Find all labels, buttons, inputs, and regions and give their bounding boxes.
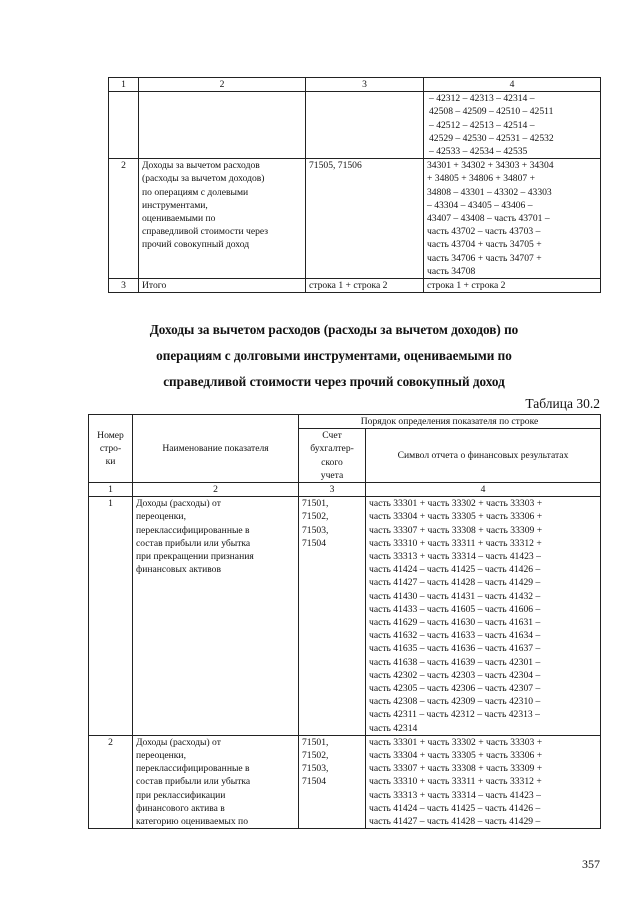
row-number-cell: 2 (109, 159, 139, 279)
symbol-line: часть 33310 + часть 33311 + часть 33312 + (369, 537, 542, 549)
col-number-4: 4 (424, 78, 601, 92)
symbol-line: часть 33313 + часть 33314 – часть 41423 – (369, 551, 541, 563)
column-number-row (109, 78, 601, 92)
symbol-line: – 42312 – 42313 – 42314 – (429, 93, 535, 105)
symbol-line: часть 34706 + часть 34707 + (427, 252, 542, 264)
symbol-line: 42508 – 42509 – 42510 – 42511 (429, 106, 554, 118)
symbol-cell (366, 497, 601, 736)
indicator-line: при прекращении признания (136, 551, 254, 563)
symbol-line: часть 33313 + часть 33314 – часть 41423 – (369, 789, 541, 801)
indicator-cell (133, 735, 299, 828)
header-line: учета (320, 469, 344, 481)
symbol-cell: строка 1 + строка 2 (424, 279, 601, 293)
col-number-3: 3 (299, 483, 366, 497)
column-number-row (89, 483, 601, 497)
table-number: Таблица 30.2 (525, 396, 600, 411)
symbol-line: часть 41430 – часть 41431 – часть 41432 – (369, 590, 541, 602)
section-heading-line-3: справедливой стоимости через прочий совокупный доход (163, 374, 505, 389)
symbol-line: часть 33307 + часть 33308 + часть 33309 + (369, 524, 543, 536)
account-line: 71502, (302, 511, 329, 523)
symbol-line: + 34805 + 34806 + 34807 + (427, 173, 535, 185)
indicator-line: Доходы (расходы) от (136, 498, 221, 510)
row-number-cell: 2 (89, 735, 133, 828)
row-number-cell (109, 92, 139, 159)
symbol-line: – 42512 – 42513 – 42514 – (429, 119, 535, 131)
symbol-line: 34301 + 34302 + 34303 + 34304 (427, 160, 554, 172)
section-heading-line-1: Доходы за вычетом расходов (расходы за вычетом доходов) по (149, 322, 519, 337)
symbol-line: часть 33310 + часть 33311 + часть 33312 + (369, 776, 542, 788)
account-line: 71502, (302, 750, 329, 762)
symbol-line: часть 42302 – часть 42303 – часть 42304 – (369, 669, 541, 681)
indicator-cell (139, 159, 306, 279)
indicator-cell (139, 92, 306, 159)
account-cell: 71505, 71506 (306, 159, 424, 279)
account-line: 71501, (302, 498, 329, 510)
symbol-line: часть 42311 – часть 42312 – часть 42313 – (369, 709, 540, 721)
symbol-cell (366, 735, 601, 828)
indicator-line: переклассифицированные в (136, 763, 250, 775)
header-account (299, 429, 366, 483)
symbol-line: часть 33307 + часть 33308 + часть 33309 + (369, 763, 543, 775)
symbol-cell (424, 159, 601, 279)
indicator-cell (133, 497, 299, 736)
symbol-line: – 42533 – 42534 – 42535 (429, 146, 528, 158)
symbol-line: часть 41427 – часть 41428 – часть 41429 – (369, 816, 541, 828)
symbol-line: часть 41433 – часть 41605 – часть 41606 – (369, 603, 541, 615)
symbol-line: – 43304 – 43405 – 43406 – (427, 199, 533, 211)
symbol-line: часть 34708 (427, 265, 476, 277)
col-number-1: 1 (109, 78, 139, 92)
col-number-2: 2 (133, 483, 299, 497)
equity-instruments-table (108, 77, 601, 293)
account-line: 71503, (302, 763, 329, 775)
col-number-2: 2 (139, 78, 306, 92)
indicator-line: переоценки, (136, 511, 186, 523)
symbol-line: часть 41629 – часть 41630 – часть 41631 – (369, 617, 541, 629)
account-cell: строка 1 + строка 2 (306, 279, 424, 293)
indicator-line: прочий совокупный доход (142, 239, 250, 251)
indicator-line: категорию оцениваемых по (136, 816, 248, 828)
col-number-4: 4 (366, 483, 601, 497)
header-line: Номер (97, 429, 124, 441)
debt-instruments-table (88, 414, 601, 829)
indicator-line: по операциям с долевыми (142, 186, 249, 198)
symbol-cell (424, 92, 601, 159)
symbol-line: часть 42314 (369, 722, 418, 734)
page-number: 357 (582, 857, 600, 871)
table-row (109, 279, 601, 293)
symbol-line: часть 33301 + часть 33302 + часть 33303 + (369, 736, 543, 748)
account-cell (299, 497, 366, 736)
header-row (89, 415, 601, 429)
table-row (89, 497, 601, 736)
symbol-line: часть 41424 – часть 41425 – часть 41426 – (369, 564, 541, 576)
symbol-line: 43407 – 43408 – часть 43701 – (427, 213, 550, 225)
account-line: 71504 (302, 776, 326, 788)
account-cell (306, 92, 424, 159)
symbol-line: часть 41632 – часть 41633 – часть 41634 – (369, 630, 541, 642)
indicator-line: переклассифицированные в (136, 524, 250, 536)
header-indicator: Наименование показателя (133, 415, 299, 483)
symbol-line: часть 33304 + часть 33305 + часть 33306 + (369, 750, 543, 762)
header-line: ского (321, 456, 343, 468)
indicator-line: Доходы за вычетом расходов (142, 160, 260, 172)
indicator-line: состав прибыли или убытка (136, 537, 251, 549)
symbol-line: часть 33304 + часть 33305 + часть 33306 + (369, 511, 543, 523)
account-line: 71501, (302, 736, 329, 748)
row-number-cell: 1 (89, 497, 133, 736)
symbol-line: часть 41427 – часть 41428 – часть 41429 – (369, 577, 541, 589)
indicator-line: оцениваемыми по (142, 213, 216, 225)
indicator-line: переоценки, (136, 750, 186, 762)
indicator-line: (расходы за вычетом доходов) (142, 173, 265, 185)
indicator-line: Доходы (расходы) от (136, 736, 221, 748)
symbol-line: часть 42305 – часть 42306 – часть 42307 – (369, 683, 541, 695)
header-row-number (89, 415, 133, 483)
indicator-cell: Итого (139, 279, 306, 293)
header-procedure: Порядок определения показателя по строке (299, 415, 601, 429)
col-number-1: 1 (89, 483, 133, 497)
header-line: Счет (322, 430, 342, 442)
header-symbol: Символ отчета о финансовых результатах (366, 429, 601, 483)
header-line: бухгалтер- (310, 443, 354, 455)
symbol-line: часть 41638 – часть 41639 – часть 42301 – (369, 656, 541, 668)
indicator-line: финансовых активов (136, 564, 222, 576)
symbol-line: часть 42308 – часть 42309 – часть 42310 – (369, 696, 541, 708)
symbol-line: часть 41424 – часть 41425 – часть 41426 – (369, 802, 541, 814)
table-row (109, 92, 601, 159)
symbol-line: часть 43704 + часть 34705 + (427, 239, 542, 251)
header-line: стро- (99, 442, 122, 454)
indicator-line: при реклассификации (136, 789, 226, 801)
indicator-line: справедливой стоимости через (142, 226, 269, 238)
section-heading-line-2: операциям с долговыми инструментами, оцениваемыми по (156, 348, 512, 363)
indicator-line: финансового актива в (136, 802, 225, 814)
account-line: 71504 (302, 537, 326, 549)
account-line: 71503, (302, 524, 329, 536)
symbol-line: часть 33301 + часть 33302 + часть 33303 + (369, 498, 543, 510)
header-line: ки (105, 456, 116, 468)
symbol-line: 42529 – 42530 – 42531 – 42532 (429, 132, 554, 144)
row-number-cell: 3 (109, 279, 139, 293)
indicator-line: инструментами, (142, 199, 208, 211)
symbol-line: 34808 – 43301 – 43302 – 43303 (427, 186, 552, 198)
indicator-line: состав прибыли или убытка (136, 776, 251, 788)
account-cell (299, 735, 366, 828)
table-row (109, 159, 601, 279)
table-row (89, 735, 601, 828)
symbol-line: часть 43702 – часть 43703 – (427, 226, 541, 238)
symbol-line: часть 41635 – часть 41636 – часть 41637 – (369, 643, 541, 655)
col-number-3: 3 (306, 78, 424, 92)
